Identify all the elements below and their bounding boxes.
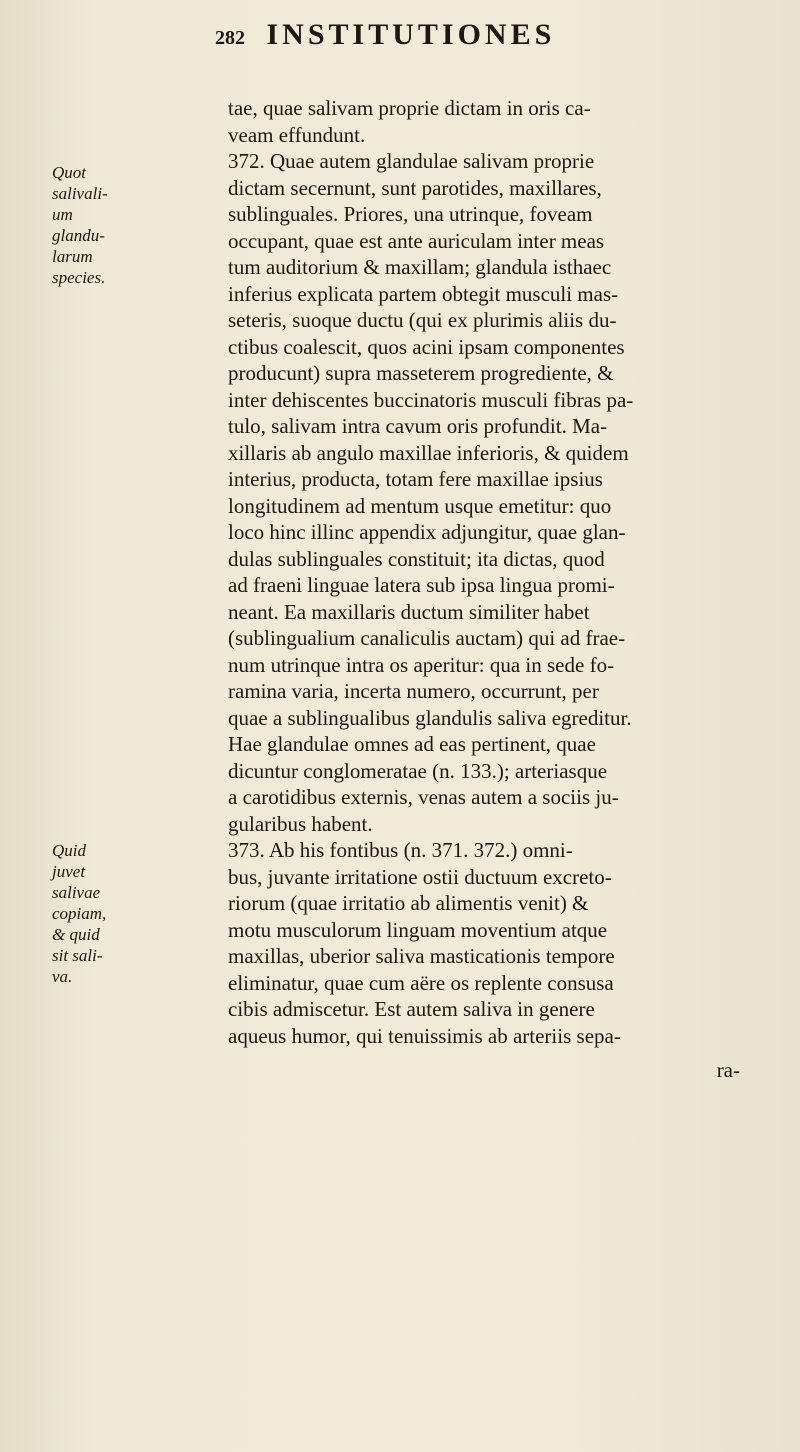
text-line: 373. Ab his fontibus (n. 371. 372.) omni-: [228, 838, 573, 862]
margin-note-line: um: [52, 205, 73, 224]
margin-note-line: salivae: [52, 883, 101, 902]
text-line: ad fraeni linguae latera sub ipsa lingua promi-: [228, 573, 615, 597]
margin-note-line: va.: [52, 967, 73, 986]
text-line: tum auditorium & maxillam; glandula isthaec: [228, 255, 612, 279]
margin-note-line: glandu-: [52, 226, 105, 245]
catchword: ra-: [716, 1058, 740, 1082]
text-line: loco hinc illinc appendix adjungitur, quae glan-: [228, 520, 626, 544]
text-line: dulas sublinguales constituit; ita dictas, quod: [228, 546, 605, 571]
text-line: tae, quae salivam proprie dictam in oris ca-: [228, 96, 591, 120]
text-line: inferius explicata partem obtegit musculi mas-: [228, 281, 619, 306]
text-line: (sublingualium canaliculis auctam) qui ad frae-: [228, 626, 626, 650]
margin-note-line: copiam,: [52, 904, 107, 923]
margin-note-line: Quid: [52, 841, 86, 860]
margin-note-line: salivali-: [52, 184, 108, 203]
text-line: producunt) supra masseterem progrediente, &: [228, 361, 614, 385]
text-line: neant. Ea maxillaris ductum similiter habet: [228, 599, 590, 624]
running-title: INSTITUTIONES: [266, 18, 556, 51]
text-line: eliminatur, quae cum aëre os replente consusa: [228, 970, 614, 995]
text-line: quae a sublingualibus glandulis saliva egreditur.: [228, 705, 632, 730]
margin-note-glands: [52, 162, 162, 288]
margin-note-line: juvet: [52, 862, 86, 881]
margin-note-line: sit sali-: [52, 946, 103, 965]
text-line: motu musculorum linguam moventium atque: [228, 917, 608, 942]
text-line: aqueus humor, qui tenuissimis ab arteriis sepa-: [228, 1023, 621, 1048]
page-number: 282: [215, 27, 245, 49]
text-line: xillaris ab angulo maxillae inferioris, & quidem: [228, 440, 629, 465]
text-line: sublinguales. Priores, una utrinque, foveam: [228, 202, 593, 226]
text-line: tulo, salivam intra cavum oris profundit. Ma-: [228, 414, 608, 438]
text-line: num utrinque intra os aperitur: qua in sede fo-: [228, 652, 615, 677]
margin-note-line: species.: [52, 268, 106, 287]
text-line: maxillas, uberior saliva masticationis tempore: [228, 944, 615, 968]
text-line: cibis admiscetur. Est autem saliva in genere: [228, 997, 595, 1021]
running-header: [215, 18, 775, 78]
text-line: ramina varia, incerta numero, occurrunt, per: [228, 679, 599, 703]
text-line: gularibus habent.: [228, 811, 373, 836]
text-line: dictam secernunt, sunt parotides, maxillares,: [228, 175, 602, 200]
margin-note-line: Quot: [52, 163, 86, 182]
text-line: seteris, suoque ductu (qui ex plurimis aliis du-: [228, 308, 617, 332]
main-text-block: [228, 95, 788, 1049]
margin-note-line: larum: [52, 247, 93, 266]
text-line: ctibus coalescit, quos acini ipsam componentes: [228, 334, 625, 359]
text-line: occupant, quae est ante auriculam inter meas: [228, 228, 605, 253]
text-line: Hae glandulae omnes ad eas pertinent, quae: [228, 732, 596, 756]
text-line: a carotidibus externis, venas autem a sociis ju-: [228, 785, 619, 809]
margin-note-saliva: [52, 840, 162, 987]
text-line: longitudinem ad mentum usque emetitur: quo: [228, 493, 612, 518]
text-line: riorum (quae irritatio ab alimentis venit) &: [228, 891, 589, 915]
text-line: inter dehiscentes buccinatoris musculi fibras pa-: [228, 387, 634, 412]
text-line: veam effundunt.: [228, 122, 366, 147]
text-line: 372. Quae autem glandulae salivam proprie: [228, 149, 595, 173]
text-line: bus, juvante irritatione ostii ductuum excreto-: [228, 864, 612, 889]
text-line: interius, producta, totam fere maxillae ipsius: [228, 467, 603, 491]
margin-note-line: & quid: [52, 925, 100, 944]
text-line: dicuntur conglomeratae (n. 133.); arteriasque: [228, 758, 608, 783]
